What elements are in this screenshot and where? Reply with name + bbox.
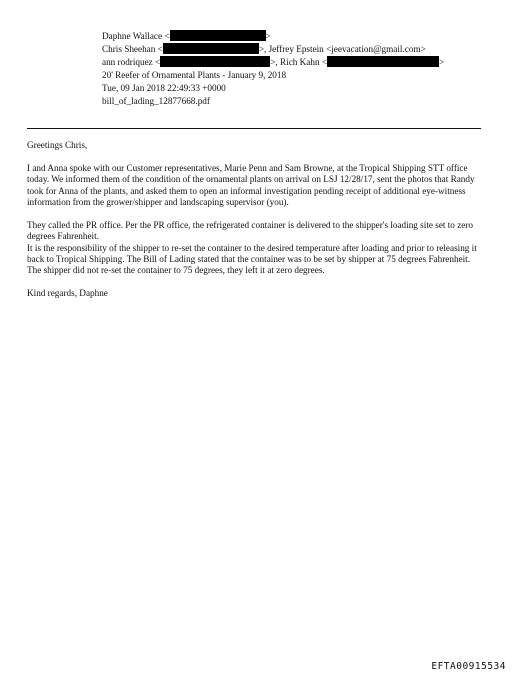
from-value xyxy=(102,30,271,42)
document-id: EFTA00915534 xyxy=(431,661,506,672)
header-divider xyxy=(27,128,481,129)
redaction-box xyxy=(170,30,266,41)
redaction-box xyxy=(160,56,270,67)
attachment-filename[interactable]: bill_of_lading_12877668.pdf xyxy=(102,96,210,106)
from-close: > xyxy=(265,31,271,41)
date-value: Tue, 09 Jan 2018 22:49:33 +0000 xyxy=(102,83,226,93)
greeting: Greetings Chris, xyxy=(27,140,88,150)
from-name: Daphne Wallace < xyxy=(102,31,170,41)
body-paragraph-1: I and Anna spoke with our Customer representatives, Marie Penn and Sam Browne, at the Tropical Shipping STT office today. We informed them of the condition of the ornamental plants on arrival on LSJ 12/28/17, sent the photos that Randy took for Anna of the plants, and asked them to open an informal investigation pending receipt of additional eye-witness information from the grower/shipper and landscaping supervisor (you). xyxy=(27,162,475,208)
subject-value: 20' Reefer of Ornamental Plants - January 9, 2018 xyxy=(102,70,287,80)
cc-value xyxy=(102,56,444,68)
cc-mid: >, Rich Kahn < xyxy=(270,57,328,67)
cc-close: > xyxy=(439,57,445,67)
redaction-box xyxy=(163,43,259,54)
redaction-box xyxy=(327,56,439,67)
to-value xyxy=(102,43,426,55)
body-paragraph-2a: They called the PR office. Per the PR office, the refrigerated container is delivered to the shipper's loading site set to zero degrees Fahrenheit. xyxy=(27,219,473,242)
body-paragraph-2b: It is the responsibility of the shipper to re-set the container to the desired temperature after loading and prior to releasing it back to Tropical Shipping. The Bill of Lading stated that the container was to be set by shipper at 75 degrees Fahrenheit. The shipper did not re-set the container to 75 degrees, they left it at zero degrees. xyxy=(27,242,477,276)
closing: Kind regards, Daphne xyxy=(27,288,108,299)
cc-name: ann rodriquez < xyxy=(102,57,161,67)
email-body xyxy=(27,140,485,311)
to-rest: >, Jeffrey Epstein <jeevacation@gmail.com> xyxy=(258,44,426,54)
body-paragraph-2 xyxy=(27,220,485,277)
to-name: Chris Sheehan < xyxy=(102,44,163,54)
